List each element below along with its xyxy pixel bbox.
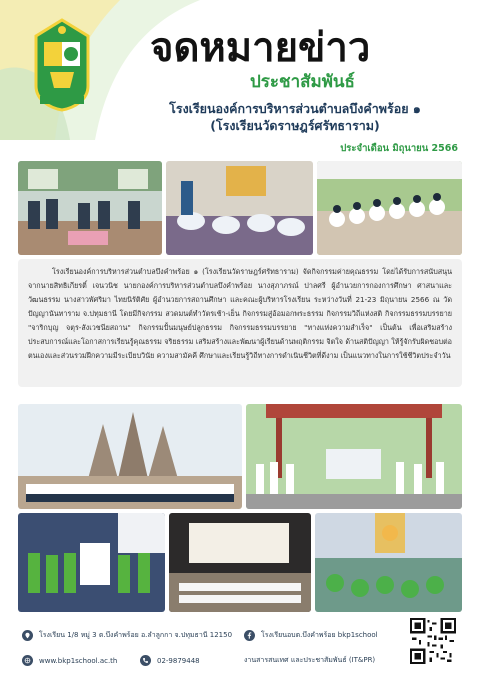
footer-phone[interactable]	[140, 655, 200, 666]
footer-website[interactable]	[22, 655, 117, 666]
phone-text: 02-9879448	[157, 656, 200, 665]
photo-students-meditating	[317, 161, 462, 255]
article-text: โรงเรียนองค์การบริหารส่วนตำบลบึงคำพร้อย ๑ (โรงเรียนวัดราษฎร์ศรัทธาราม) จัดกิจกรรมค่ายคุณธรรม โดยได้รับการสนับสนุนจากนายสิทธิเกียรติ์ เจนวนิช นายกองค์การบริหารส่วนตำบลบึงคำพร้อย นางสุภาภรณ์ ปาลศรี ผู้อำนวยการกองการศึกษา ศาสนาและวัฒนธรรม นางสาวพัศริมา ไทยนิรัติศัย ผู้อำนวยการสถานศึกษา และคณะผู้บริหารโรงเรียน ระหว่างวันที่ 21-23 มิถุนายน 2566 ณ วัดปัญญานันทาราม จ.ปทุมธานี โดยมีกิจกรรม สวดมนต์ทำวัตรเช้า-เย็น กิจกรรมสู่อ้อมอกพระธรรม กิจกรรมวิถีแห่งสติ กิจกรรมธรรมบรรยาย "จาริกบุญ จตุร-สังเวชนียสถาน" กิจกรรมปั้นมนุษย์ปลูกธรรม กิจกรรมธรรมบรรยาย "ทางแห่งความสำเร็จ" เป็นต้น เพื่อเสริมสร้างประสบการณ์และโอกาสการเรียนรู้คุณธรรม จริยธรรม เสริมสร้างและพัฒนาผู้เรียนด้านพฤติกรรม จิตใจ ด้านสติปัญญา ให้รู้จักรับผิดชอบต่อตนเองและส่วนรวมฝึกความมีระเบียบวินัย ความสามัคคี ศึกษาและเรียนรู้วิถีทางการดำเนินชีวิตที่ดีงาม เป็นแนวทางในการใช้ชีวิตประจำวัน	[28, 267, 452, 360]
footer-address	[22, 630, 232, 641]
address-text: โรงเรียน 1/8 หมู่ 3 ต.บึงคำพร้อย อ.ลำลูกกา จ.ปทุมธานี 12150	[39, 631, 233, 639]
newsletter-title: จดหมายข่าว	[150, 25, 371, 71]
school-name	[120, 100, 470, 134]
location-pin-icon	[22, 630, 33, 641]
school-name-line2: (โรงเรียนวัดราษฎร์ศรัทธาราม)	[210, 118, 380, 133]
newsletter-subtitle: ประชาสัมพันธ์	[250, 72, 355, 92]
footer	[0, 622, 480, 679]
photo-monk-blessing	[166, 161, 313, 255]
footer-department	[244, 655, 375, 666]
photo-buddha-shrine	[315, 513, 462, 612]
school-logo	[30, 16, 94, 112]
website-text: www.bkp1school.ac.th	[39, 656, 118, 665]
photo-temple-group	[18, 404, 242, 509]
qr-code[interactable]	[410, 618, 456, 664]
photo-outdoor-pavilion	[246, 404, 462, 509]
facebook-text: โรงเรียนอบต.บึงคำพร้อย bkp1school	[261, 631, 378, 639]
globe-icon	[22, 655, 33, 666]
photo-ceremony-hall	[18, 161, 162, 255]
photo-students-drawing	[18, 513, 165, 612]
phone-icon	[140, 655, 151, 666]
school-name-line1: โรงเรียนองค์การบริหารส่วนตำบลบึงคำพร้อย ๑	[169, 101, 421, 116]
footer-facebook[interactable]	[244, 630, 378, 641]
article-box	[18, 259, 462, 387]
issue-date: ประจำเดือน มิถุนายน 2566	[340, 143, 458, 154]
facebook-icon	[244, 630, 255, 641]
photo-hall-assembly	[169, 513, 311, 612]
department-text: งานสารสนเทศ และประชาสัมพันธ์ (IT&PR)	[244, 656, 376, 664]
